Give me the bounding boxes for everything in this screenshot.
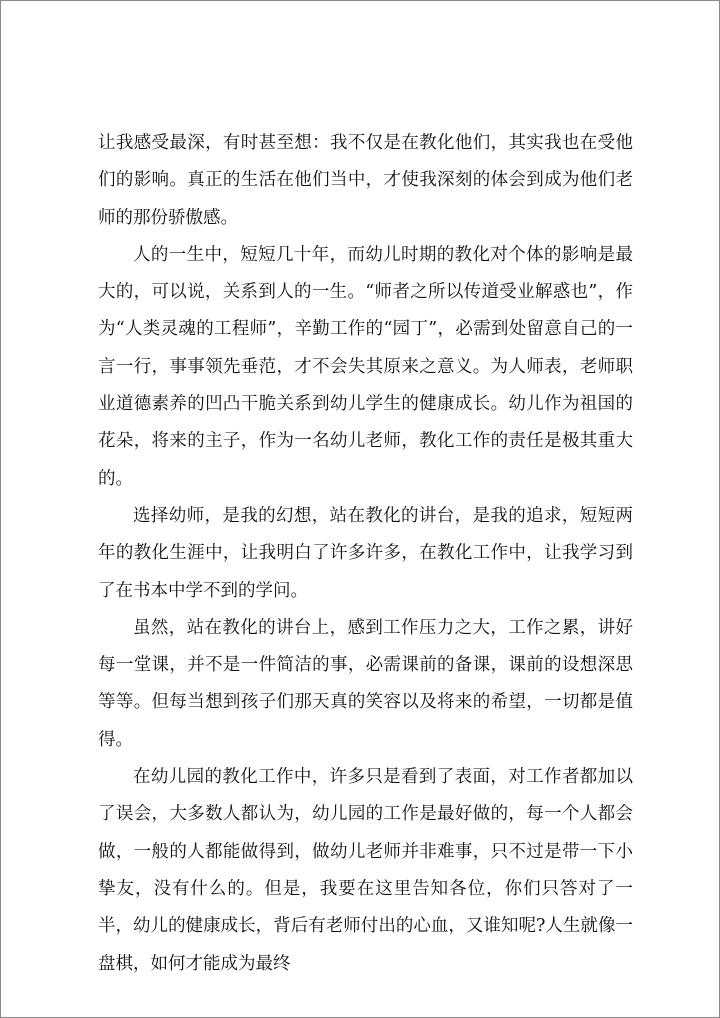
document-body (98, 125, 633, 983)
paragraph-continuation: 让我感受最深，有时甚至想：我不仅是在教化他们，其实我也在受他们的影响。真正的生活在他们当中，才使我深刻的体会到成为他们老师的那份骄傲感。 (98, 133, 633, 228)
paragraph: 在幼儿园的教化工作中，许多只是看到了表面，对工作者都加以了误会，大多数人都认为，幼儿园的工作是最好做的，每一个人都会做，一般的人都能做得到，做幼儿老师并非难事，只不过是带一下小挚友，没有什么的。但是，我要在这里告知各位，你们只答对了一半，幼儿的健康成长，背后有老师付出的心血，又谁知呢?人生就像一盘棋，如何才能成为最终 (98, 767, 633, 974)
paragraph: 虽然，站在教化的讲台上，感到工作压力之大，工作之累，讲好每一堂课，并不是一件简洁的事，必需课前的备课，课前的设想深思等等。但每当想到孩子们那天真的笑容以及将来的希望，一切都是值得。 (98, 617, 633, 750)
paragraph: 人的一生中，短短几十年，而幼儿时期的教化对个体的影响是最大的，可以说，关系到人的一生。“师者之所以传道受业解惑也”，作为“人类灵魂的工程师”，辛勤工作的“园丁”，必需到处留意自己的一言一行，事事领先垂范，才不会失其原来之意义。为人师表，老师职业道德素养的凹凸干脆关系到幼儿学生的健康成长。幼儿作为祖国的花朵，将来的主子，作为一名幼儿老师，教化工作的责任是极其重大的。 (98, 244, 633, 489)
paragraph: 选择幼师，是我的幻想，站在教化的讲台，是我的追求，短短两年的教化生涯中，让我明白了许多许多，在教化工作中，让我学习到了在书本中学不到的学问。 (98, 505, 633, 601)
